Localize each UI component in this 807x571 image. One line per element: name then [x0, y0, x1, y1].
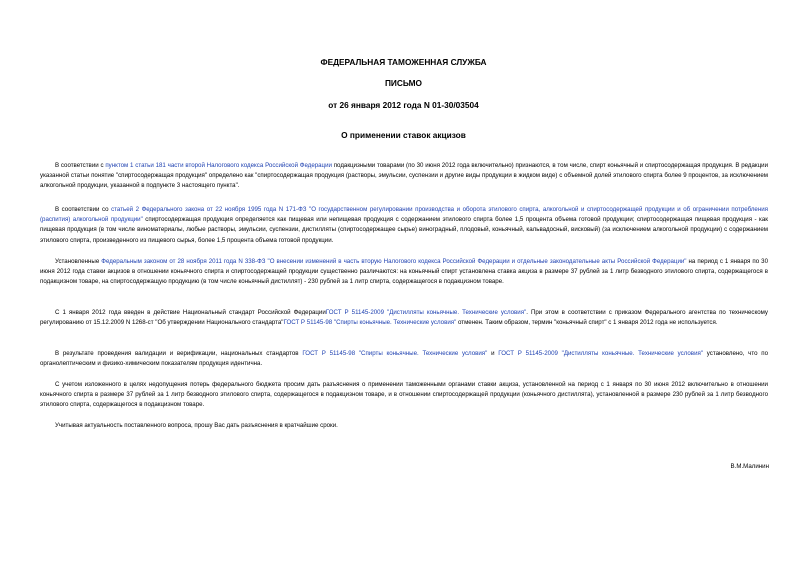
document-type: ПИСЬМО	[384, 78, 423, 88]
link-gost-51145-2009[interactable]: ГОСТ Р 51145-2009 "Дистилляты коньячные. Технические условия"	[325, 309, 527, 316]
paragraph-1: В соответствии с пунктом 1 статьи 181 части второй Налогового кодекса Российской Федерации подакцизными товарами (по 30 июня 2012 года включительно) признаются, в том числе, спирт коньячный и спиртосодержащая продукция. В редакции указанной статьи понятие "спиртосодержащая продукция" определено как "спиртосодержащая продукция (растворы, эмульсии, суспензии и другие виды продукции в жидком виде) с объемной долей этилового спирта более 9 процентов, за исключением алкогольной продукции, указанной в подпункте 3 настоящего пункта".	[40, 162, 768, 190]
agency-title: ФЕДЕРАЛЬНАЯ ТАМОЖЕННАЯ СЛУЖБА	[320, 57, 487, 67]
link-gost-51145-2009[interactable]: ГОСТ Р 51145-2009 "Дистилляты коньячные. Технические условия"	[498, 350, 704, 357]
document-subject: О применении ставок акцизов	[341, 130, 466, 140]
paragraph-6: С учетом изложенного в целях недопущения потерь федерального бюджета просим дать разъяснения о применении таможенными органами ставки акциза, установленной на период с 1 января по 30 июня 2012 включительно в отношении коньячного спирта в размере 37 рублей за 1 литр безводного этилового спирта, содержащегося в подакцизном товаре, и в отношении спиртосодержащей продукции (коньячного дистиллята), установленной в размере 230 рублей за 1 литр безводного этилового спирта, содержащегося в подакцизном товаре.	[40, 381, 768, 409]
document-date-number: от 26 января 2012 года N 01-30/03504	[328, 100, 479, 110]
link-federal-law-338[interactable]: Федеральным законом от 28 ноября 2011 года N 338-ФЗ "О внесении изменений в часть вторую Налогового кодекса Российской Федерации и отдельные законодательные акты Российской Федерации"	[101, 258, 687, 265]
link-gost-51145-98[interactable]: ГОСТ Р 51145-98 "Спирты коньячные. Технические условия"	[302, 350, 488, 357]
signature: В.М.Малинин	[730, 463, 769, 470]
paragraph-2: В соответствии со статьей 2 Федерального закона от 22 ноября 1995 года N 171-ФЗ "О государственном регулировании производства и оборота этилового спирта, алкогольной и спиртосодержащей продукции и об ограничении потребления (распития) алкогольной продукции" спиртосодержащая продукция определяется как пищевая или непищевая продукция с содержанием этилового спирта более 1,5 процента объема готовой продукции; спиртосодержащая пищевая продукция - как пищевая продукция (в том числе виноматериалы, любые растворы, эмульсии, суспензии, дистилляты (спиртосодержащее сырье) виноградный, плодовый, коньячный, кальвадосный, висковый) (за исключением алкогольной продукции) с содержанием этилового спирта, произведенного из пищевого сырья, более 1,5 процента объема готовой продукции.	[40, 206, 768, 244]
link-gost-51145-98[interactable]: ГОСТ Р 51145-98 "Спирты коньячные. Технические условия"	[283, 319, 457, 327]
paragraph-5: В результате проведения валидации и верификации, национальных стандартов ГОСТ Р 51145-98 "Спирты коньячные. Технические условия" и ГОСТ Р 51145-2009 "Дистилляты коньячные. Технические условия" установлено, что по органолептическим и физико-химическим показателям продукция идентична.	[40, 350, 769, 368]
paragraph-7: Учитывая актуальность поставленного вопроса, прошу Вас дать разъяснения в кратчайшие сроки.	[55, 422, 338, 429]
link-federal-law-171[interactable]: статьей 2 Федерального закона от 22 ноября 1995 года N 171-ФЗ "О государственном регулировании производства и оборота этилового спирта, алкогольной и спиртосодержащей продукции и об ограничении потребления (распития) алкогольной продукции"	[40, 206, 768, 224]
link-tax-code-article-181[interactable]: пунктом 1 статьи 181 части второй Налогового кодекса Российской Федерации	[105, 162, 332, 169]
paragraph-3: Установленные Федеральным законом от 28 ноября 2011 года N 338-ФЗ "О внесении изменений в часть вторую Налогового кодекса Российской Федерации и отдельные законодательные акты Российской Федерации" на период с 1 января по 30 июня 2012 года ставки акцизов в отношении коньячного спирта и спиртосодержащей продукции существенно различаются: на коньячный спирт установлена ставка акциза в размере 37 рублей за 1 литр безводного этилового спирта, содержащегося в подакцизном товаре, на спиртосодержащую продукцию (в том числе коньячный дистиллят) - 230 рублей за 1 литр спирта, содержащегося в подакцизном товаре.	[40, 258, 768, 286]
paragraph-4: С 1 января 2012 года введен в действие Национальный стандарт Российской ФедерацииГОСТ Р 51145-2009 "Дистилляты коньячные. Технические условия". При этом в соответствии с приказом Федерального агентства по техническому регулированию от 15.12.2009 N 1268-ст "Об утверждении Национального стандарта"ГОСТ Р 51145-98 "Спирты коньячные. Технические условия" отменен. Таким образом, термин "коньячный спирт" с 1 января 2012 года не используется.	[40, 309, 768, 327]
